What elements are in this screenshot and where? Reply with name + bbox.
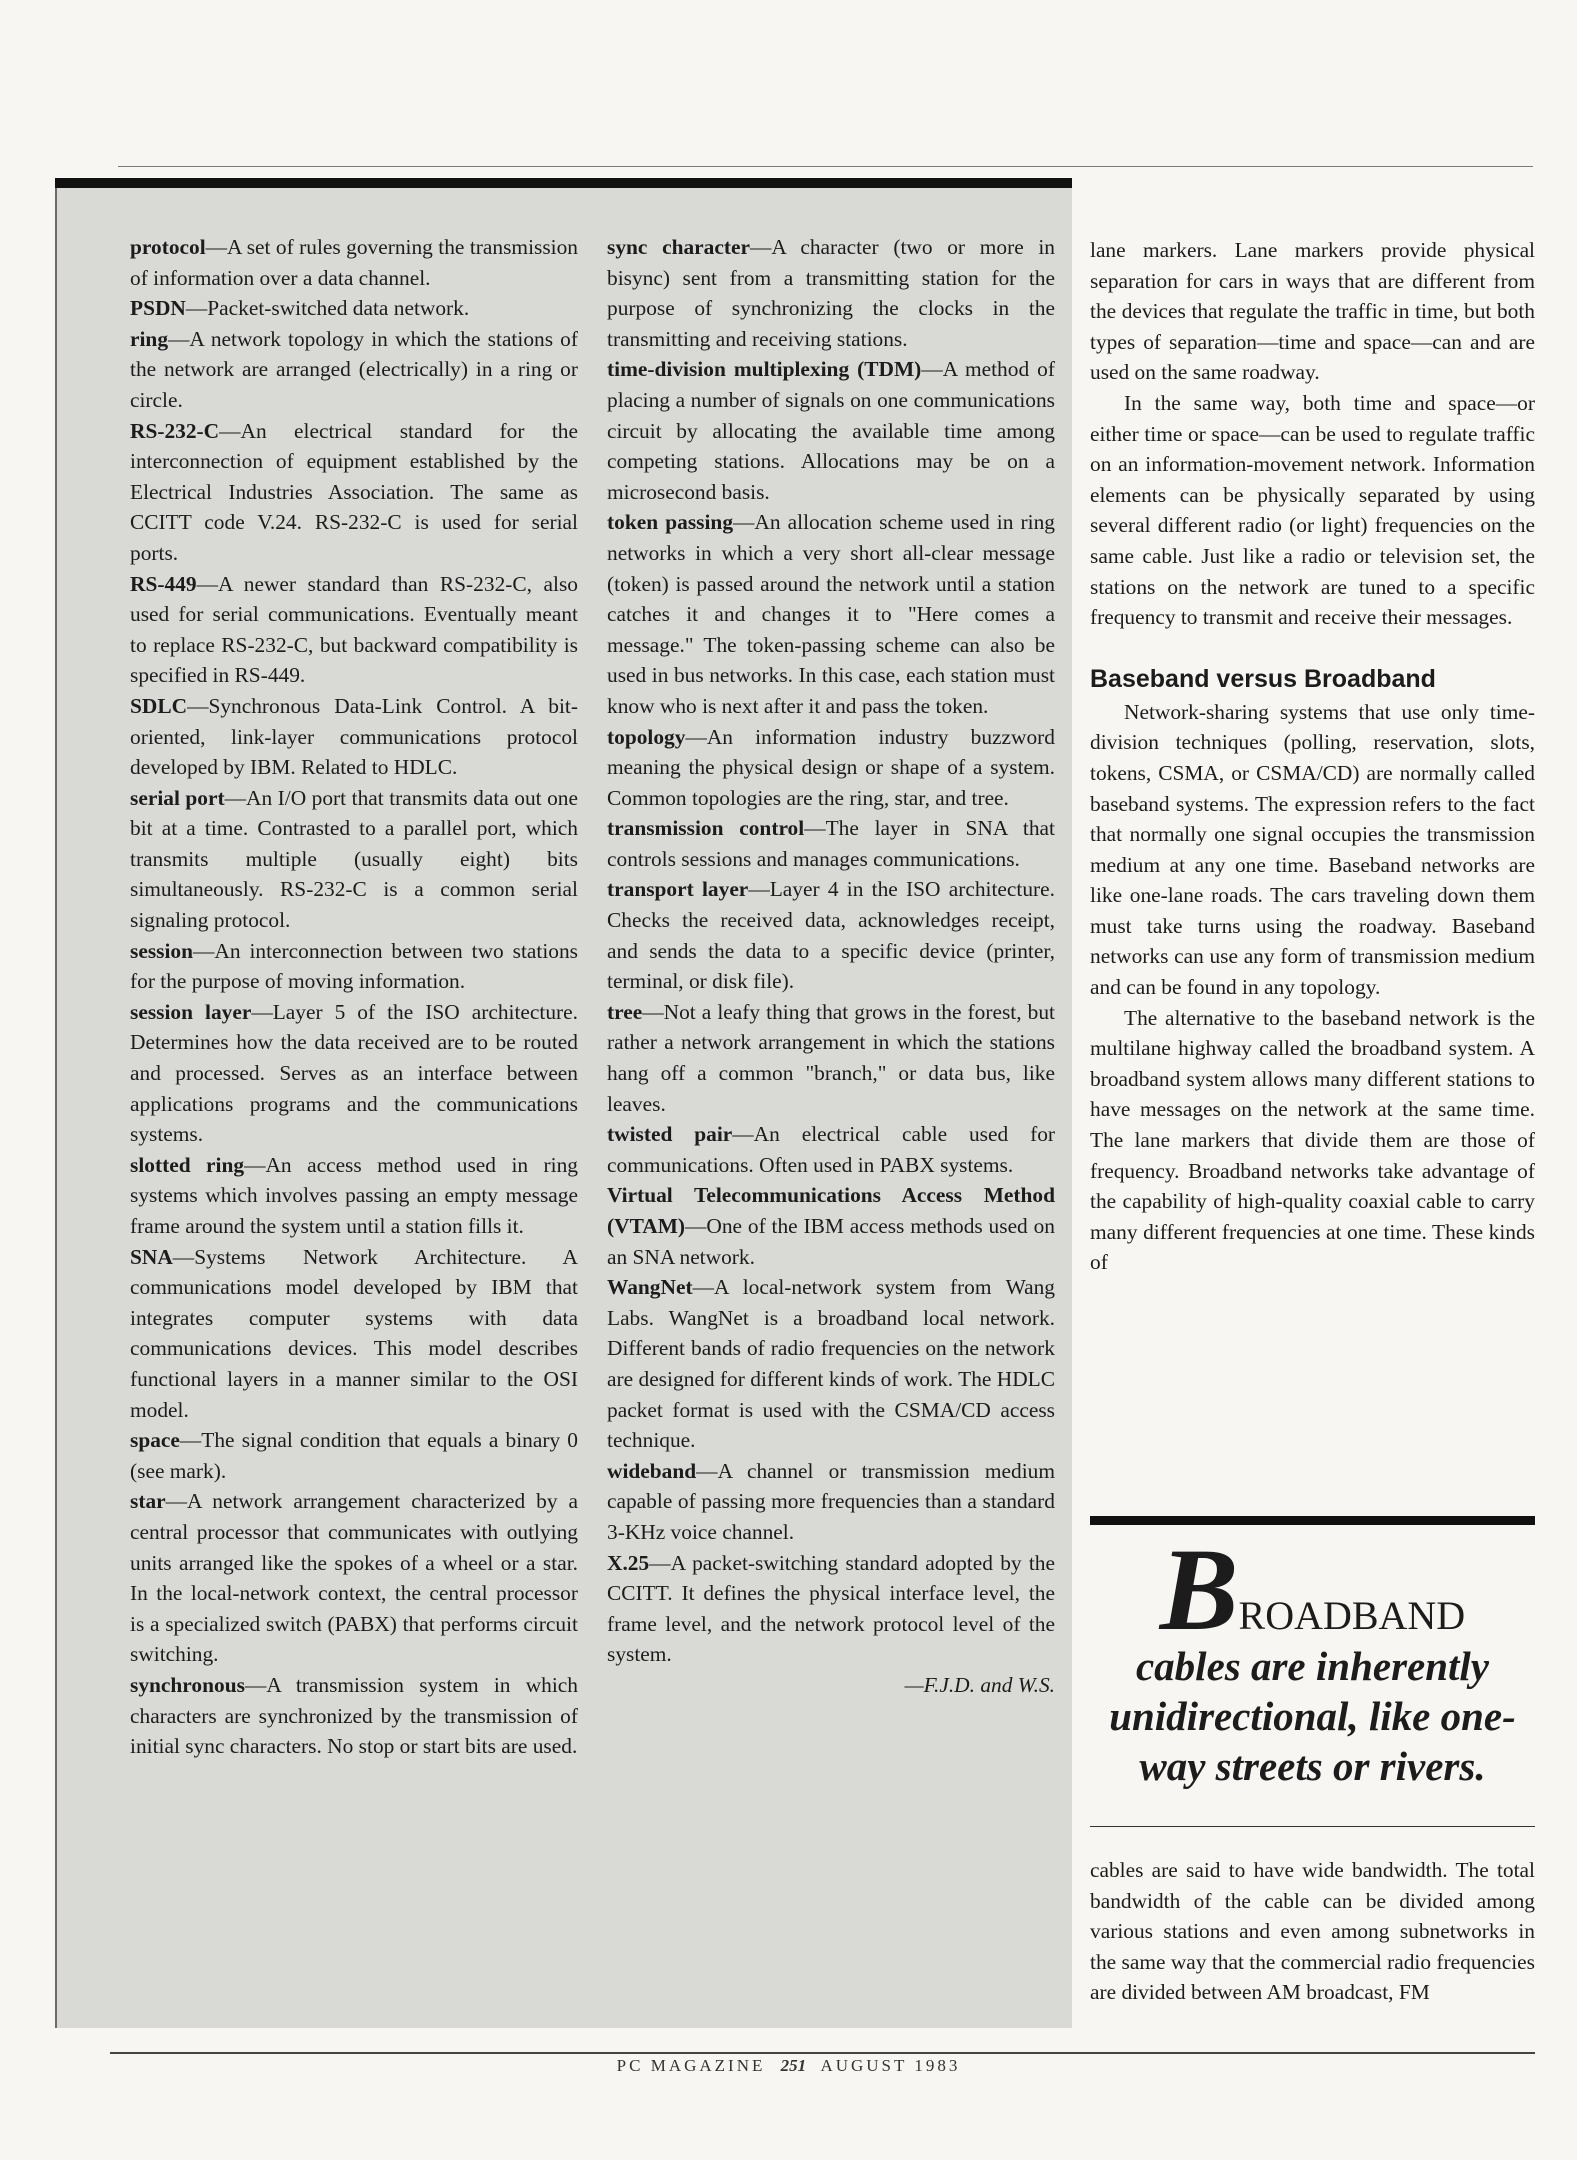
glossary-term: SDLC [130,693,188,718]
glossary-term: star [130,1489,166,1514]
glossary-term: twisted pair [607,1122,733,1147]
glossary-definition: —A network topology in which the stations of the network are arranged (electrically) in a ring or circle. [130,326,578,412]
glossary-definition: —Layer 5 of the ISO architecture. Determines how the data received are to be routed and processed. Serves as an interface between applications programs and the communications systems. [130,999,578,1147]
glossary-term: session [130,938,194,963]
glossary-definition: —An electrical cable used for communications. Often used in PABX systems. [607,1122,1056,1177]
glossary-entry [130,232,578,293]
top-rule [118,166,1533,167]
glossary-definition: —Systems Network Architecture. A communications model developed by IBM that integrates computer systems with data communications devices. This model describes functional layers in a manner similar to the OSI model. [130,1244,578,1422]
glossary-definition: —Layer 4 in the ISO architecture. Checks the received data, acknowledges receipt, and sends the data to a specific device (printer, terminal, or disk file). [607,877,1055,994]
glossary-term: sync character [607,235,750,259]
glossary-definition: —A method of placing a number of signals on one communications circuit by allocating the available time among competing stations. Allocations may be on a microsecond basis. [607,357,1055,504]
pullquote-line: unidirectional, like one- [1109,1693,1516,1739]
glossary-entry [130,324,578,416]
glossary-definition: —An information industry buzzword meaning the physical design or shape of a system. Common topologies are the ring, star, and tree. [607,724,1055,810]
glossary-term: SNA [130,1244,173,1269]
glossary-entry [607,354,1055,507]
glossary-term: slotted ring [130,1152,245,1177]
pullquote-top-rule [1090,1516,1535,1525]
article-paragraph: lane markers. Lane markers provide physical separation for cars in ways that are different from the devices that regulate the traffic in time, but both types of separation—time and space—can and are used on the same roadway. [1090,238,1535,385]
glossary-entry [130,1150,578,1242]
pullquote-line: cables are inherently [1135,1643,1490,1689]
glossary-signature: —F.J.D. and W.S. [904,1672,1055,1697]
glossary-definition: —The layer in SNA that controls sessions and manages communications. [607,816,1055,871]
glossary-term: Virtual Telecommunications Access Method (VTAM) [607,1183,1055,1238]
glossary-entry [130,691,578,783]
glossary-entry [607,813,1055,874]
glossary-entry [130,1425,578,1486]
glossary-definition: —A packet-switching standard adopted by the CCITT. It defines the physical interface level, the frame level, and the network protocol level of the system. [607,1550,1055,1667]
glossary-term: protocol [130,235,206,259]
glossary-term: time-division multiplexing (TDM) [607,357,922,382]
glossary-term: token passing [607,510,734,535]
glossary-entry [130,416,578,569]
glossary-term: synchronous [130,1672,245,1697]
glossary-entry [607,722,1055,814]
glossary-entry [130,1242,578,1426]
glossary-definition: —An interconnection between two stations for the purpose of moving information. [130,938,578,994]
glossary-term: serial port [130,785,225,810]
glossary-term: wideband [607,1458,697,1483]
article-column-top [1090,235,1535,1278]
pullquote-bottom-rule [1090,1826,1535,1827]
glossary-entry [607,507,1055,721]
glossary-entry [607,1456,1055,1548]
glossary-column-1 [130,232,578,1762]
glossary-entry [607,1272,1055,1456]
glossary-term: X.25 [607,1550,650,1575]
glossary-definition: —A set of rules governing the transmission of information over a data channel. [130,235,578,290]
footer-date: AUGUST 1983 [820,2056,961,2075]
pullquote-lead: ROADBAND [1238,1593,1466,1638]
glossary-term: space [130,1428,180,1453]
glossary-definition: —A transmission system in which characters are synchronized by the transmission of initial sync characters. No stop or start bits are used. [130,1672,578,1759]
glossary-definition: —The signal condition that equals a binary 0 (see mark). [130,1428,578,1483]
glossary-entry [130,783,578,936]
glossary-term: WangNet [607,1275,693,1300]
glossary-entry [130,1670,578,1762]
glossary-entry [607,997,1055,1119]
glossary-definition: —Synchronous Data-Link Control. A bit-oriented, link-layer communications protocol developed by IBM. Related to HDLC. [130,693,578,780]
glossary-definition: —A network arrangement characterized by a central processor that communicates with outlying units arranged like the spokes of a wheel or a star. In the local-network context, the central processor is a specialized switch (PABX) that performs circuit switching. [130,1489,578,1667]
glossary-definition: —Packet-switched data network. [185,296,470,321]
glossary-entry [130,936,578,997]
glossary-term: tree [607,999,643,1024]
section-heading: Baseband versus Broadband [1090,664,1436,693]
article-paragraph: Network-sharing systems that use only time-division techniques (polling, reservation, slots, tokens, CSMA, or CSMA/CD) are normally called baseband systems. The expression refers to the fact that normally one signal occupies the transmission medium at any one time. Baseband networks are like one-lane roads. The cars traveling down them must take turns using the roadway. Baseband networks can use any form of transmission medium and can be found in any topology. [1090,699,1535,1000]
glossary-term: topology [607,724,686,749]
glossary-definition: —An allocation scheme used in ring networks in which a very short all-clear message (token) is passed around the network until a station catches it and changes it to "Here comes a message." The token-passing scheme can also be used in bus networks. In this case, each station must know who is next after it and pass the token. [607,510,1055,718]
glossary-term: RS-232-C [130,418,220,443]
glossary-definition: —A newer standard than RS-232-C, also used for serial communications. Eventually meant to replace RS-232-C, but backward compatibility is specified in RS-449. [130,571,578,688]
article-paragraph: cables are said to have wide bandwidth. The total bandwidth of the cable can be divided among various stations and even among subnetworks in the same way that the commercial radio frequencies are divided between AM broadcast, FM [1090,1858,1535,2005]
glossary-definition: —A channel or transmission medium capable of passing more frequencies than a standard 3-KHz voice channel. [607,1458,1055,1544]
glossary-term: transmission control [607,816,805,841]
footer-magazine: PC MAGAZINE [616,2056,766,2075]
glossary-entry [130,1486,578,1670]
article-paragraph: The alternative to the baseband network is the multilane highway called the broadband system. A broadband system allows many different stations to have messages on the network at the same time. The lane markers that divide them are those of frequency. Broadband networks take advantage of the capability of high-quality coaxial cable to carry many different frequencies at one time. These kinds of [1090,1005,1535,1275]
glossary-entry [607,874,1055,996]
glossary-definition: —A character (two or more in bisync) sent from a transmitting station for the purpose of synchronizing the clocks in the transmitting and receiving stations. [607,235,1056,351]
bottom-rule [110,2052,1535,2054]
article-paragraph: In the same way, both time and space—or either time or space—can be used to regulate traffic on an information-movement network. Information elements can be physically separated by using several different radio (or light) frequencies on the same cable. Just like a radio or television set, the stations on the network are tuned to a specific frequency to transmit and receive their messages. [1090,390,1535,630]
glossary-entry [607,1119,1055,1180]
glossary-entry [607,1180,1055,1272]
glossary-definition: —Not a leafy thing that grows in the forest, but rather a network arrangement in which the stations hang off a common "branch," or data bus, like leaves. [607,999,1055,1116]
glossary-definition: —An access method used in ring systems which involves passing an empty message frame around the system until a station fills it. [130,1152,578,1238]
glossary-definition: —An I/O port that transmits data out one bit at a time. Contrasted to a parallel port, which transmits multiple (usually eight) bits simultaneously. RS-232-C is a common serial signaling protocol. [130,785,578,933]
pullquote-dropcap: B [1159,1524,1239,1655]
pullquote [1090,1524,1535,1791]
glossary-entry [607,1548,1055,1670]
footer-page-number: 251 [780,2056,807,2075]
glossary-term: ring [130,326,169,351]
glossary-definition: —A local-network system from Wang Labs. WangNet is a broadband local network. Different bands of radio frequencies on the network are designed for different kinds of work. The HDLC packet format is used with the CSMA/CD access technique. [607,1275,1055,1453]
glossary-definition: —One of the IBM access methods used on an SNA network. [607,1214,1055,1269]
glossary-definition: —An electrical standard for the interconnection of equipment established by the Electrical Industries Association. The same as CCITT code V.24. RS-232-C is used for serial ports. [130,418,578,565]
glossary-entry [607,232,1055,354]
glossary-box-top-bar [55,178,1072,188]
article-column-bottom [1090,1855,1535,2008]
glossary-term: transport layer [607,877,749,902]
page-footer [0,2056,1577,2076]
glossary-entry [130,569,578,691]
glossary-entry [130,997,578,1150]
pullquote-line: way streets or rivers. [1139,1743,1486,1789]
glossary-term: PSDN [130,296,186,321]
glossary-column-2 [607,232,1055,1701]
glossary-term: session layer [130,999,252,1024]
glossary-term: RS-449 [130,571,197,596]
glossary-entry [130,293,578,324]
